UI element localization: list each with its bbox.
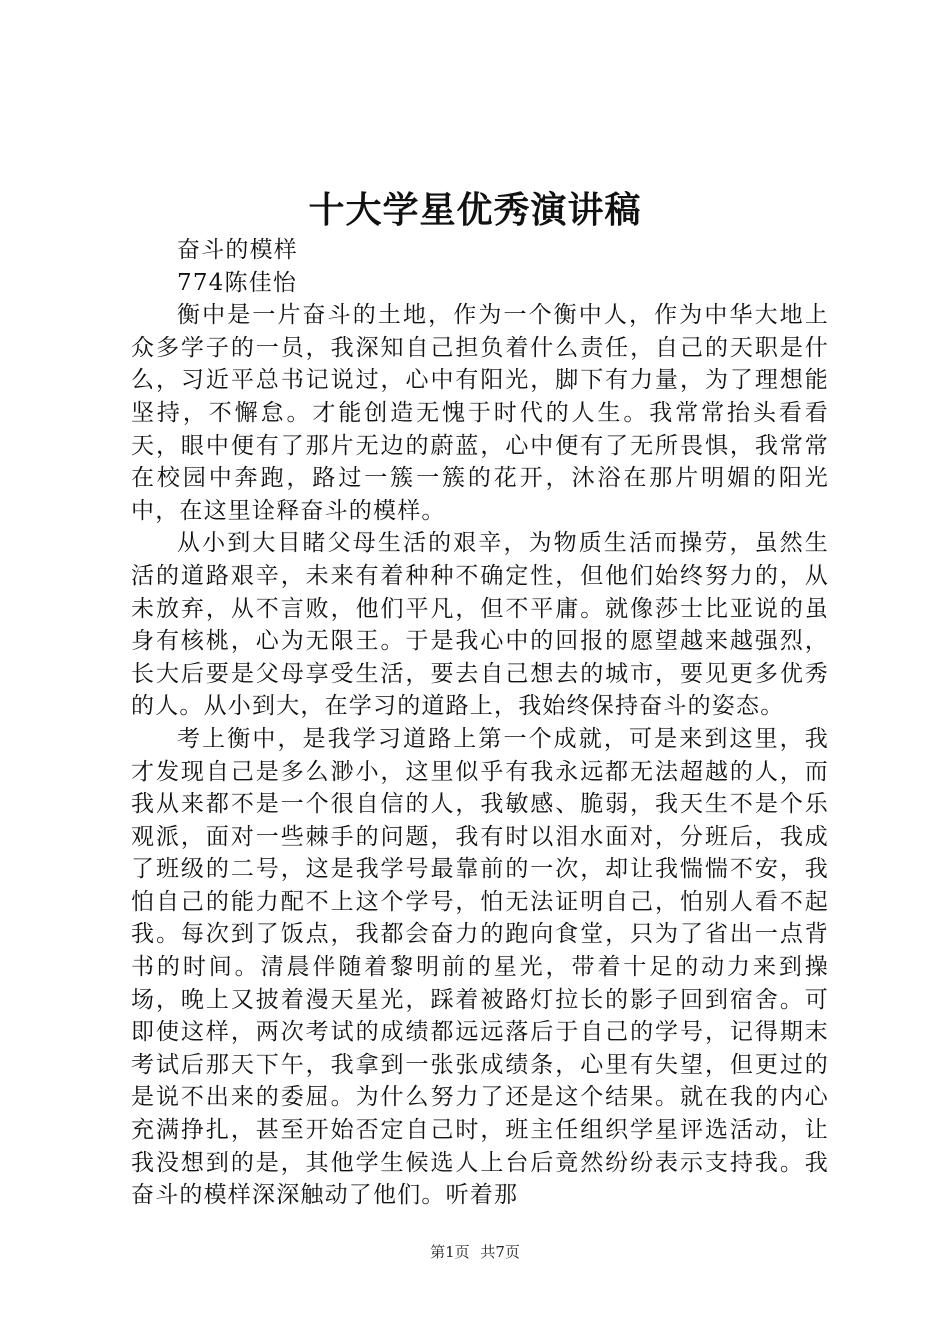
paragraph: 从小到大目睹父母生活的艰辛，为物质生活而操劳，虽然生活的道路艰辛，未来有着种种不确定性，但他们始终努力的，从未放弃，从不言败，他们平凡，但不平庸。就像莎士比亚说的虽身有核桃，心为无限王。于是我心中的回报的愿望越来越强烈，长大后要是父母享受生活，要去自己想去的城市，要见更多优秀的人。从小到大，在学习的道路上，我始终保持奋斗的姿态。 — [131, 530, 829, 720]
page-footer — [0, 1242, 950, 1262]
document-body — [131, 234, 829, 1212]
paragraph: 衡中是一片奋斗的土地，作为一个衡中人，作为中华大地上众多学子的一员，我深知自己担负着什么责任，自己的天职是什么，习近平总书记说过，心中有阳光，脚下有力量，为了理想能坚持，不懈怠。才能创造无愧于时代的人生。我常常抬头看看天，眼中便有了那片无边的蔚蓝，心中便有了无所畏惧，我常常在校园中奔跑，路过一簇一簇的花开，沐浴在那片明媚的阳光中，在这里诠释奋斗的模样。 — [131, 302, 829, 524]
paragraph: 考上衡中，是我学习道路上第一个成就，可是来到这里，我才发现自己是多么渺小，这里似乎有我永远都无法超越的人，而我从来都不是一个很自信的人，我敏感、脆弱，我天生不是个乐观派，面对一些棘手的问题，我有时以泪水面对，分班后，我成了班级的二号，这是我学号最靠前的一次，却让我惴惴不安，我怕自己的能力配不上这个学号，怕无法证明自己，怕别人看不起我。每次到了饭点，我都会奋力的跑向食堂，只为了省出一点背书的时间。清晨伴随着黎明前的星光，带着十足的动力来到操场，晚上又披着漫天星光，踩着被路灯拉长的影子回到宿舍。可即使这样，两次考试的成绩都远远落后于自己的学号，记得期末考试后那天下午，我拿到一张张成绩条，心里有失望，但更过的是说不出来的委屈。为什么努力了还是这个结果。就在我的内心充满挣扎，甚至开始否定自己时，班主任组织学星评选活动，让我没想到的是，其他学生候选人上台后竟然纷纷表示支持我。我奋斗的模样深深触动了他们。听着那 — [131, 725, 829, 1209]
page-total: 共7页 — [480, 1243, 520, 1261]
page-number: 第1页 — [430, 1243, 470, 1261]
author-line: 774陈佳怡 — [177, 269, 298, 296]
speech-subtitle: 奋斗的模样 — [177, 237, 298, 263]
document-title: 十大学星优秀演讲稿 — [308, 189, 642, 231]
